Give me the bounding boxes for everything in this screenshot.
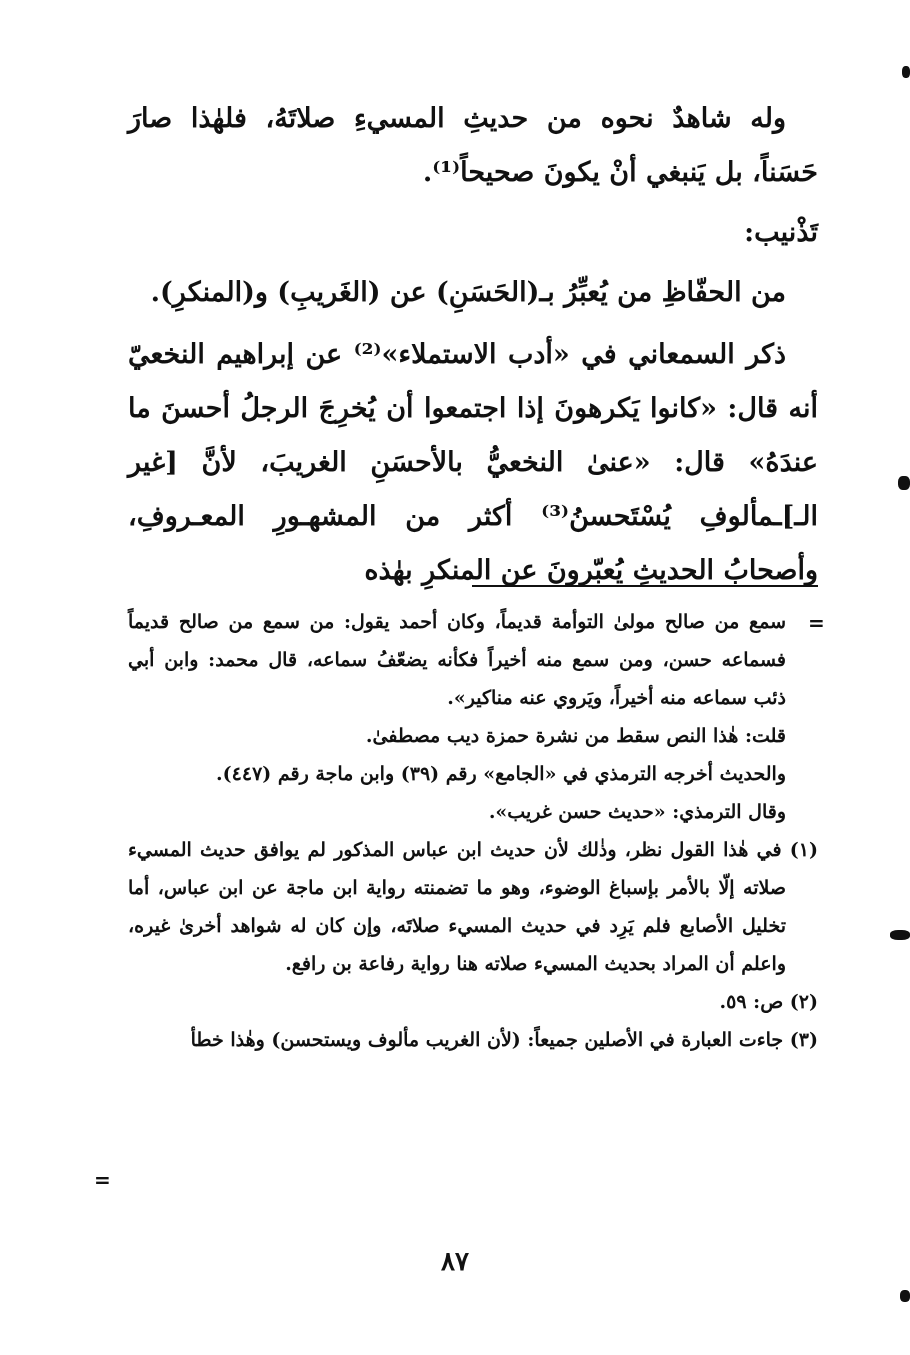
footnote-continuation-line: وقال الترمذي: «حديث حسن غريب». (488, 801, 786, 823)
continuation-marker: = (808, 611, 825, 635)
footnote-continuation-line: قلت: هٰذا النص سقط من نشرة حمزة ديب مصطفىٰ. (365, 725, 786, 747)
page-number: ٨٧ (441, 1247, 469, 1277)
footnote-3-continuation-marker: = (94, 1168, 111, 1192)
heading-tadhnib: تَذْنيب: (744, 217, 818, 248)
paragraph-shahid: وله شاهدٌ نحوه من حديثِ المسيءِ صلاتَهُ، فلهٰذا صارَ حَسَناً، بل يَنبغي أنْ يكونَ صحيحاً⁽¹⁾. (128, 103, 818, 188)
footnote-3: (٣) جاءت العبارة في الأصلين جميعاً: (لأن الغريب مألوف ويستحسن) وهٰذا خطأ (190, 1029, 818, 1051)
footnote-separator (472, 585, 818, 587)
paragraph-samani: ذكر السمعاني في «أدب الاستملاء»⁽²⁾ عن إبراهيم النخعيّ أنه قال: «كانوا يَكرهونَ إذا اجتمعوا أن يُخرِجَ الرجلُ أحسنَ ما عندَهُ» قال: «عنىٰ النخعيُّ بالأحسَنِ الغريبَ، لأنَّ [غير الـ]ـمألوفِ يُسْتَحسنُ⁽³⁾ أكثر من المشهـورِ المعـروفِ، وأصحابُ الحديثِ يُعبّرونَ عن المنكرِ بهٰذه (128, 339, 818, 586)
scan-mark (902, 66, 910, 78)
main-text (128, 92, 818, 598)
scan-mark (900, 1290, 910, 1302)
scan-mark (890, 930, 910, 940)
footnote-2: (٢) ص: ٥٩. (719, 991, 818, 1013)
footnotes (128, 603, 818, 1059)
footnote-1: (١) في هٰذا القول نظر، وذٰلك لأن حديث ابن عباس المذكور لم يوافق حديث المسيء صلاته إلّا بالأمر بإسباغ الوضوء، وهو ما تضمنته رواية ابن ماجة عن ابن عباس، أما تخليل الأصابع فلم يَرِد في حديث المسيء صلاتَه، وإن كان له شواهد أخرىٰ غيره، واعلم أن المراد بحديث المسيء صلاته هنا رواية رفاعة بن رافع. (128, 839, 818, 975)
footnote-continuation-line: سمع من صالح مولىٰ التوأمة قديماً، وكان أحمد يقول: من سمع من صالح قديماً فسماعه حسن، ومن سمع منه أخيراً فكأنه يضعّفُ سماعه، قال محمد: وابن أبي ذئب سماعه منه أخيراً، ويَروي عنه مناكير». (128, 611, 786, 709)
scan-mark (898, 476, 910, 490)
footnote-continuation (128, 603, 818, 831)
paragraph-huffaz: من الحفّاظِ من يُعبِّرُ بـ(الحَسَنِ) عن (الغَريبِ) و(المنكرِ). (150, 277, 786, 308)
footnote-continuation-line: والحديث أخرجه الترمذي في «الجامع» رقم (٣٩) وابن ماجة رقم (٤٤٧). (216, 763, 786, 785)
